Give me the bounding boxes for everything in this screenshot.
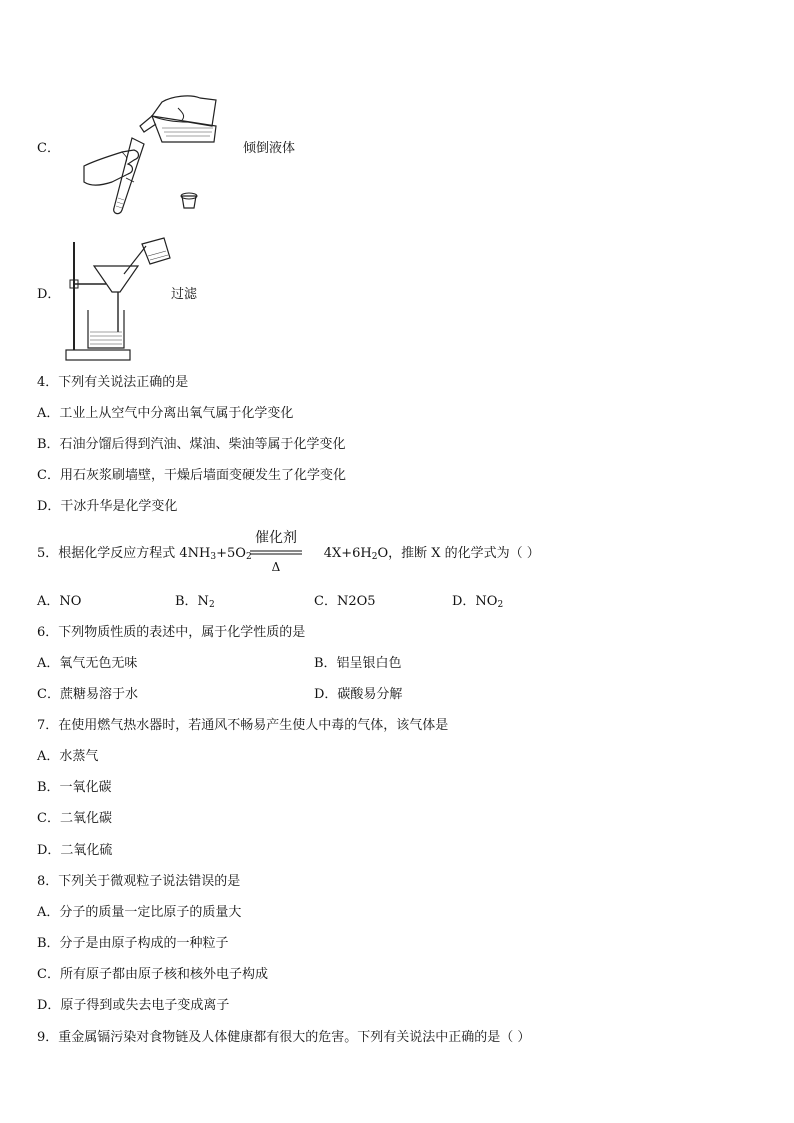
- q5-suffix-a: 4X+6H: [323, 546, 372, 561]
- filtration-illustration: [62, 236, 172, 364]
- option-c-letter: C．: [37, 141, 60, 156]
- q4-stem: 4．下列有关说法正确的是: [37, 375, 189, 390]
- q5-option-a: A．NO: [37, 594, 82, 609]
- q5-option-b-sub: 2: [208, 600, 215, 610]
- q7-option-d: D．二氧化硫: [37, 843, 113, 858]
- q5-sub-2b: 2: [371, 552, 378, 562]
- q5-option-d-sub: 2: [497, 600, 504, 610]
- q6-option-a: A．氧气无色无味: [37, 656, 138, 671]
- q5-heat: Δ: [271, 560, 281, 574]
- q5-option-d: [452, 594, 503, 610]
- q5-prefix: 5．根据化学反应方程式 4NH: [37, 546, 211, 561]
- q8-stem: 8．下列关于微观粒子说法错误的是: [37, 874, 241, 889]
- option-d-letter: D．: [37, 287, 61, 302]
- q5-sub-3: 3: [210, 552, 217, 562]
- q5-catalyst: 催化剂: [255, 530, 297, 546]
- q8-option-b: B．分子是由原子构成的一种粒子: [37, 936, 229, 951]
- q5-sub-2: 2: [245, 552, 252, 562]
- q5-option-b: [175, 594, 215, 610]
- q5-option-b-text: B．N: [175, 594, 209, 609]
- q4-option-c: C．用石灰浆刷墙壁，干燥后墙面变硬发生了化学变化: [37, 468, 346, 483]
- q4-option-d: D．干冰升华是化学变化: [37, 499, 178, 514]
- q4-option-b: B．石油分馏后得到汽油、煤油、柴油等属于化学变化: [37, 437, 346, 452]
- q6-stem: 6．下列物质性质的表述中，属于化学性质的是: [37, 625, 306, 640]
- q4-option-a: A．工业上从空气中分离出氧气属于化学变化: [37, 406, 294, 421]
- q6-option-c: C．蔗糖易溶于水: [37, 687, 138, 702]
- q8-option-c: C．所有原子都由原子核和核外电子构成: [37, 967, 268, 982]
- pouring-liquid-illustration: [82, 86, 230, 218]
- q5-option-c: C．N2O5: [314, 594, 376, 609]
- q5-reaction-equals: [250, 550, 302, 556]
- q7-option-a: A．水蒸气: [37, 749, 99, 764]
- option-c-caption: 倾倒液体: [243, 141, 296, 156]
- q7-stem: 7．在使用燃气热水器时，若通风不畅易产生使人中毒的气体，该气体是: [37, 718, 449, 733]
- q9-stem: 9．重金属镉污染对食物链及人体健康都有很大的危害。下列有关说法中正确的是（ ）: [37, 1030, 531, 1045]
- option-d-caption: 过滤: [171, 287, 198, 302]
- q5-option-d-text: D．NO: [452, 594, 498, 609]
- q8-option-d: D．原子得到或失去电子变成离子: [37, 998, 230, 1013]
- q8-option-a: A．分子的质量一定比原子的质量大: [37, 905, 242, 920]
- q5-suffix-b: O，推断 X 的化学式为（ ）: [377, 546, 540, 561]
- q7-option-b: B．一氧化碳: [37, 780, 112, 795]
- q5-mid: +5O: [216, 546, 246, 561]
- q6-option-d: D．碳酸易分解: [314, 687, 403, 702]
- q6-option-b: B．铝呈银白色: [314, 656, 402, 671]
- q7-option-c: C．二氧化碳: [37, 811, 112, 826]
